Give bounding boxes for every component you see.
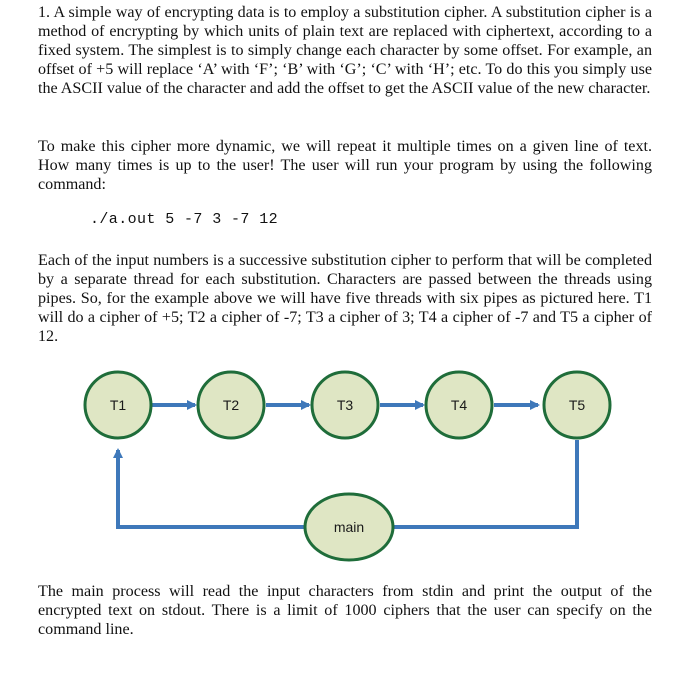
- intro-paragraph: 1. A simple way of encrypting data is to employ a substitution cipher. A substitution cipher is a method of encrypting by which units of plain text are replaced with ciphertext, according to a fixed system. The simplest is to simply change each character by some offset. For example, an offset of +5 will replace ‘A’ with ‘F’; ‘B’ with ‘G’; ‘C’ with ‘H’; etc. To do this you simply use the ASCII value of the character and add the offset to get the ASCII value of the new character.: [38, 4, 652, 97]
- pipe-t5-main: [393, 440, 577, 527]
- main-process-label: main: [333, 519, 365, 535]
- thread-label-t2: T2: [222, 397, 240, 413]
- thread-node-t1: [85, 372, 151, 438]
- pipe-main-t1: [118, 450, 305, 527]
- dynamic-cipher-paragraph: To make this cipher more dynamic, we will repeat it multiple times on a given line of text. How many times is up to the user! The user will run your program by using the following command:: [38, 138, 652, 193]
- thread-label-t4: T4: [450, 397, 468, 413]
- main-process-node: [305, 494, 393, 560]
- thread-label-t3: T3: [336, 397, 354, 413]
- thread-node-t2: [198, 372, 264, 438]
- thread-node-t5: [544, 372, 610, 438]
- thread-label-t5: T5: [568, 397, 586, 413]
- command-example: ./a.out 5 -7 3 -7 12: [90, 211, 279, 228]
- thread-node-t3: [312, 372, 378, 438]
- thread-node-t4: [426, 372, 492, 438]
- threads-pipes-paragraph: Each of the input numbers is a successive substitution cipher to perform that will be completed by a separate thread for each substitution. Characters are passed between the threads using pipes. So, for the example above we will have five threads with six pipes as pictured here. T1 will do a cipher of +5; T2 a cipher of -7; T3 a cipher of 3; T4 a cipher of -7 and T5 a cipher of 12.: [38, 252, 652, 345]
- main-process-paragraph: The main process will read the input characters from stdin and print the output of the encrypted text on stdout. There is a limit of 1000 ciphers that the user can specify on the command line.: [38, 583, 652, 638]
- thread-label-t1: T1: [109, 397, 127, 413]
